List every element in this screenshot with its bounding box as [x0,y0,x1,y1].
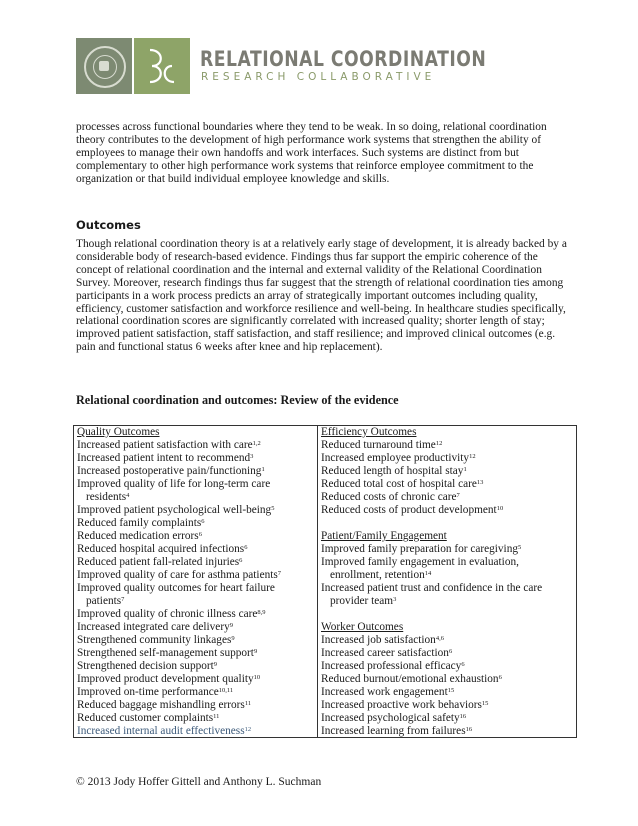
table-row [77,491,315,504]
table-row [77,582,315,595]
citation-superscript: 6 [239,557,243,564]
outcome-text: Strengthened community linkages [77,634,232,646]
citation-superscript: 6 [498,674,502,681]
table-section-header [321,426,575,439]
outcome-text: Increased proactive work behaviors [321,699,482,711]
citation-superscript: 9 [213,661,218,668]
citation-superscript: 1 [261,466,265,473]
outcome-text: Improved family preparation for caregiving [321,543,518,555]
citation-superscript: 7 [121,596,125,603]
outcome-text: Improved quality of chronic illness care [77,608,258,620]
citation-superscript: 4,6 [435,635,444,642]
brand-subtitle: RESEARCH COLLABORATIVE [201,71,436,83]
outcome-text: Increased postoperative pain/functioning [77,465,262,477]
citation-superscript: 9 [229,622,233,629]
citation-superscript: 16 [465,726,473,733]
outcome-text: Increased job satisfaction [321,634,436,646]
table-row [321,556,575,569]
outcome-text: Reduced costs of chronic care [321,491,457,503]
table-row [77,647,315,660]
table-row [321,634,575,647]
citation-superscript: 6 [201,518,205,525]
outcome-text: enrollment, retention [330,569,425,581]
outcome-text: Strengthened decision support [77,660,214,672]
page-header [76,38,556,94]
citation-superscript: 14 [424,570,432,577]
table-row [77,634,315,647]
spacer [321,608,575,621]
evidence-table [73,425,577,738]
table-row [77,556,315,569]
citation-superscript: 3 [250,453,254,460]
table-row [321,699,575,712]
table-row [321,660,575,673]
citation-superscript: 4 [126,492,130,499]
citation-superscript: 12 [244,726,252,733]
citation-superscript: 10,11 [218,687,234,694]
table-row [321,452,575,465]
table-row [321,712,575,725]
section-header-text: Efficiency Outcomes [321,426,417,438]
outcome-text: Reduced patient fall-related injuries [77,556,240,568]
outcome-text: Improved product development quality [77,673,254,685]
outcome-text: Reduced length of hospital stay [321,465,464,477]
table-row [77,699,315,712]
outcome-text: Increased psychological safety [321,712,460,724]
citation-superscript: 5 [271,505,275,512]
citation-superscript: 1 [463,466,467,473]
table-row [77,686,315,699]
citation-superscript: 6 [198,531,202,538]
table-row [321,647,575,660]
citation-superscript: 15 [481,700,489,707]
section-header-text: Worker Outcomes [321,621,404,633]
table-row [77,439,315,452]
table-row [77,595,315,608]
table-row [77,725,315,738]
outcome-text: Reduced customer complaints [77,712,214,724]
table-row [77,478,315,491]
table-row [77,465,315,478]
review-heading: Relational coordination and outcomes: Review of the evidence [76,393,399,407]
outcome-text: Improved family engagement in evaluation, [321,556,519,568]
citation-superscript: 9 [253,648,258,655]
outcome-text: Reduced costs of product development [321,504,497,516]
outcome-text: Reduced turnaround time [321,439,436,451]
evidence-column-right [321,426,575,738]
outcome-text: Reduced medication errors [77,530,199,542]
citation-superscript: 7 [277,570,282,577]
intro-paragraph: processes across functional boundaries where they tend to be weak. In so doing, relational coordination theory contributes to the development of high performance work systems that strengthen the ability of employees to manage their own handoffs and work interfaces. Such systems are distinct from but complementary to other high performance work systems that reinforce employee commitment to the organization or that build individual employee knowledge and skills. [76,121,547,185]
citation-superscript: 16 [459,713,467,720]
outcome-text: patients [86,595,122,607]
table-section-header [321,530,575,543]
outcome-text: Increased patient trust and confidence in the care [321,582,543,594]
table-row [77,660,315,673]
citation-superscript: 10 [496,505,504,512]
citation-superscript: 7 [456,492,460,499]
table-row [77,530,315,543]
citation-superscript: 5 [518,544,522,551]
brand-title: RELATIONAL COORDINATION [200,47,487,71]
table-row [321,543,575,556]
section-header-text: Quality Outcomes [77,426,160,438]
citation-superscript: 9 [231,635,235,642]
rc-logo-icon [134,38,190,94]
table-row [77,452,315,465]
table-row [321,465,575,478]
outcome-text: Strengthened self-management support [77,647,254,659]
outcome-text: Improved on-time performance [77,686,219,698]
outcome-text: Increased career satisfaction [321,647,449,659]
outcome-text: Improved patient psychological well-being [77,504,272,516]
citation-superscript: 15 [447,687,455,694]
citation-superscript: 3 [393,596,397,603]
citation-superscript: 6 [461,661,465,668]
citation-superscript: 6 [244,544,248,551]
section-header-text: Patient/Family Engagement [321,530,447,542]
table-row [77,517,315,530]
outcome-text: Increased employee productivity [321,452,470,464]
copyright-footer: © 2013 Jody Hoffer Gittell and Anthony L. Suchman [76,776,322,788]
citation-superscript: 12 [435,440,443,447]
outcome-text: Increased patient intent to recommend [77,452,251,464]
table-row [321,504,575,517]
outcome-text: Reduced burnout/emotional exhaustion [321,673,499,685]
table-row [321,478,575,491]
table-section-header [321,621,575,634]
citation-superscript: 11 [213,713,220,720]
university-seal-logo [76,38,132,94]
table-row [77,608,315,621]
table-row [77,543,315,556]
citation-superscript: 12 [469,453,476,460]
outcomes-paragraph: Though relational coordination theory is at a relatively early stage of development, it is already backed by a considerable body of research-based evidence. Findings thus far support the empiric coherence of the concept of relational coordination and the internal and external validity of the Relational Coordination Survey. Moreover, research findings thus far suggest that the strength of relational coordination ties among participants in a work process predicts an array of strategically important outcomes including quality, efficiency, customer satisfaction and workforce resilience and well-being. In healthcare studies specifically, relational coordination scores are significantly correlated with increased quality; shorter length of stay; improved patient satisfaction, staff satisfaction, and staff resilience; and improved clinical outcomes (e.g. pain and functional status 6 weeks after knee and hip replacement). [76,238,567,354]
citation-superscript: 10 [253,674,261,681]
outcome-text: Increased integrated care delivery [77,621,230,633]
table-row [321,673,575,686]
table-row [321,439,575,452]
column-divider [317,426,318,737]
citation-superscript: 11 [244,700,252,707]
table-row [321,725,575,738]
outcome-text: Increased learning from failures [321,725,466,737]
outcome-text: Improved quality of life for long-term care [77,478,271,490]
table-row [321,686,575,699]
outcome-text: residents [86,491,127,503]
spacer [321,517,575,530]
outcome-text: provider team [330,595,394,607]
table-row [77,712,315,725]
outcomes-heading: Outcomes [76,218,141,232]
table-row [321,595,575,608]
table-row [77,621,315,634]
outcome-text: Increased patient satisfaction with care [77,439,253,451]
outcome-text: Increased work engagement [321,686,448,698]
outcome-text: Reduced baggage mishandling errors [77,699,245,711]
outcome-text: Reduced family complaints [77,517,202,529]
table-section-header [77,426,315,439]
outcome-text: Reduced total cost of hospital care [321,478,477,490]
outcome-text: Improved quality of care for asthma patients [77,569,278,581]
citation-superscript: 8,9 [257,609,266,616]
outcome-text: Improved quality outcomes for heart failure [77,582,275,594]
table-row [77,673,315,686]
table-row [77,504,315,517]
outcome-text: Increased professional efficacy [321,660,462,672]
table-row [321,569,575,582]
outcome-text: Reduced hospital acquired infections [77,543,245,555]
citation-superscript: 6 [448,648,453,655]
table-row [321,491,575,504]
outcome-text: Increased internal audit effectiveness [77,725,245,737]
evidence-column-left [77,426,315,738]
citation-superscript: 13 [476,479,484,486]
citation-superscript: 1,2 [252,440,261,447]
table-row [321,582,575,595]
table-row [77,569,315,582]
